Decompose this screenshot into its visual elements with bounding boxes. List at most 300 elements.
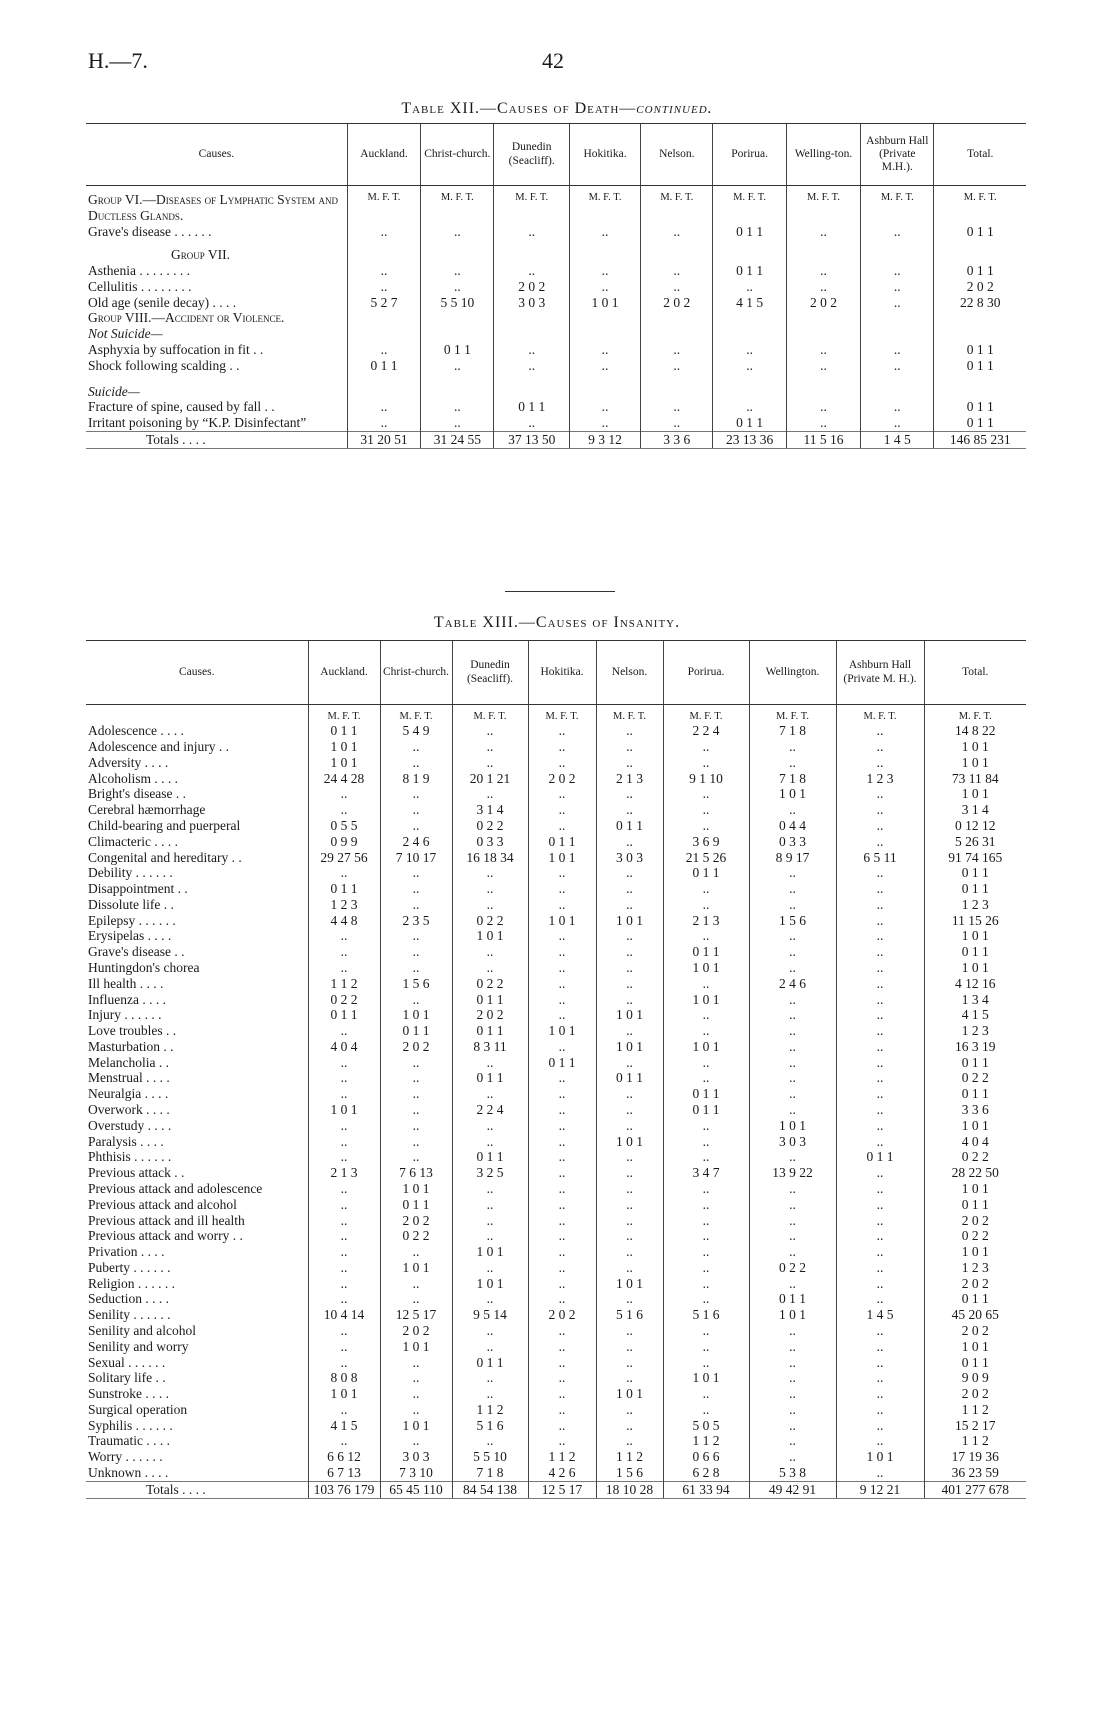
value-cell: .. <box>596 1418 663 1434</box>
table-row <box>86 1244 1026 1260</box>
value-cell: 1 3 4 <box>924 992 1026 1008</box>
mft-label: M. F. T. <box>421 186 494 224</box>
value-cell: 1 0 1 <box>528 850 596 866</box>
value-cell: 6 6 12 <box>308 1449 380 1465</box>
value-cell: 2 0 2 <box>494 279 569 295</box>
value-cell: 15 2 17 <box>924 1418 1026 1434</box>
value-cell: .. <box>749 1055 836 1071</box>
value-cell: .. <box>596 1055 663 1071</box>
value-cell: .. <box>663 1023 749 1039</box>
cause-label: Grave's disease . . <box>88 944 185 960</box>
value-cell: 36 23 59 <box>924 1465 1026 1481</box>
value-cell: .. <box>663 1118 749 1134</box>
value-cell: 0 6 6 <box>663 1449 749 1465</box>
value-cell: 2 0 2 <box>380 1213 452 1229</box>
value-cell: 2 1 3 <box>308 1165 380 1181</box>
value-cell: .. <box>749 1386 836 1402</box>
value-cell: 1 0 1 <box>663 1370 749 1386</box>
mft-label: M. F. T. <box>861 186 934 224</box>
value-cell: .. <box>749 1086 836 1102</box>
value-cell: 0 2 2 <box>924 1228 1026 1244</box>
value-cell: .. <box>308 1291 380 1307</box>
value-cell: 0 5 5 <box>308 818 380 834</box>
value-cell: 0 2 2 <box>452 913 528 929</box>
value-cell: 0 1 1 <box>934 224 1026 240</box>
value-cell: 0 1 1 <box>308 1007 380 1023</box>
value-cell: 20 1 21 <box>452 771 528 787</box>
cause-label: Bright's disease . . <box>88 786 187 802</box>
table-row <box>86 1355 1026 1371</box>
header-cell: Nelson. <box>641 124 713 186</box>
value-cell: 7 3 10 <box>380 1465 452 1481</box>
value-cell: .. <box>663 755 749 771</box>
value-cell: .. <box>528 723 596 739</box>
value-cell: .. <box>380 1291 452 1307</box>
value-cell: .. <box>569 224 640 240</box>
value-cell: .. <box>528 960 596 976</box>
value-cell: .. <box>380 1086 452 1102</box>
value-cell: 7 10 17 <box>380 850 452 866</box>
value-cell: 16 3 19 <box>924 1039 1026 1055</box>
value-cell: .. <box>596 1291 663 1307</box>
cause-label: Influenza . . . . <box>88 991 166 1007</box>
value-cell: 2 0 2 <box>934 279 1026 295</box>
value-cell: .. <box>528 1149 596 1165</box>
page-ref: H.—7. <box>88 48 148 73</box>
value-cell: 2 1 3 <box>596 771 663 787</box>
value-cell: 0 1 1 <box>494 399 569 415</box>
cause-label: Alcoholism . . . . <box>88 770 178 786</box>
header-cell: Ashburn Hall (Private M. H.). <box>836 641 924 705</box>
value-cell: .. <box>596 802 663 818</box>
value-cell: 0 2 2 <box>308 992 380 1008</box>
header-cell: Auckland. <box>347 124 420 186</box>
header-cell: Causes. <box>86 641 308 705</box>
value-cell: 5 1 6 <box>452 1418 528 1434</box>
table-row <box>86 279 1026 295</box>
table-row <box>86 399 1026 415</box>
value-cell: 1 5 6 <box>596 1465 663 1481</box>
not-suicide-row <box>86 326 1026 342</box>
value-cell: 0 1 1 <box>663 944 749 960</box>
table-row <box>86 1433 1026 1449</box>
value-cell: 1 5 6 <box>380 976 452 992</box>
value-cell: .. <box>308 1055 380 1071</box>
value-cell: .. <box>452 1339 528 1355</box>
value-cell: .. <box>308 1086 380 1102</box>
value-cell: 0 1 1 <box>934 342 1026 358</box>
value-cell: .. <box>836 1418 924 1434</box>
value-cell: 14 8 22 <box>924 723 1026 739</box>
value-cell: .. <box>713 399 786 415</box>
table-row <box>86 976 1026 992</box>
value-cell: 3 0 3 <box>380 1449 452 1465</box>
value-cell: 9 5 14 <box>452 1307 528 1323</box>
value-cell: .. <box>836 1165 924 1181</box>
value-cell: 0 2 2 <box>924 1070 1026 1086</box>
header-cell: Hokitika. <box>569 124 640 186</box>
table12 <box>86 123 1026 449</box>
value-cell: .. <box>836 755 924 771</box>
table-row <box>86 928 1026 944</box>
value-cell: 1 0 1 <box>596 1039 663 1055</box>
value-cell: .. <box>494 415 569 431</box>
value-cell: 1 1 2 <box>663 1433 749 1449</box>
value-cell: .. <box>749 1023 836 1039</box>
value-cell: .. <box>663 1070 749 1086</box>
table-row <box>86 342 1026 358</box>
value-cell: .. <box>421 358 494 374</box>
value-cell: .. <box>452 1118 528 1134</box>
value-cell: .. <box>528 1386 596 1402</box>
value-cell: 3 1 4 <box>452 802 528 818</box>
cause-label: Sexual . . . . . . <box>88 1354 166 1370</box>
value-cell: 0 2 2 <box>452 976 528 992</box>
value-cell: .. <box>308 1181 380 1197</box>
value-cell: 1 0 1 <box>528 1023 596 1039</box>
value-cell: 8 9 17 <box>749 850 836 866</box>
value-cell: .. <box>836 1291 924 1307</box>
value-cell: .. <box>836 928 924 944</box>
cause-label: Sunstroke . . . . <box>88 1386 169 1402</box>
value-cell: .. <box>308 1244 380 1260</box>
value-cell: .. <box>786 263 860 279</box>
value-cell: .. <box>596 944 663 960</box>
cause-label: Totals . . . . <box>86 431 347 448</box>
value-cell: .. <box>528 1323 596 1339</box>
value-cell: .. <box>569 342 640 358</box>
value-cell: .. <box>452 1228 528 1244</box>
value-cell: 1 0 1 <box>308 755 380 771</box>
value-cell: .. <box>528 1165 596 1181</box>
value-cell: .. <box>861 295 934 311</box>
value-cell: .. <box>663 1007 749 1023</box>
value-cell: 1 0 1 <box>924 1118 1026 1134</box>
value-cell: 1 0 1 <box>569 295 640 311</box>
mft-label: M. F. T. <box>347 186 420 224</box>
value-cell: 1 0 1 <box>924 1339 1026 1355</box>
value-cell: 2 0 2 <box>924 1276 1026 1292</box>
value-cell: 49 42 91 <box>749 1481 836 1498</box>
value-cell: .. <box>836 897 924 913</box>
value-cell: 11 15 26 <box>924 913 1026 929</box>
value-cell: .. <box>347 279 420 295</box>
table-row <box>86 944 1026 960</box>
group-vii-title: Group VII. <box>171 247 231 263</box>
value-cell: 1 0 1 <box>452 1276 528 1292</box>
cause-label: Congenital and hereditary . . <box>88 849 242 865</box>
value-cell: .. <box>836 786 924 802</box>
cause-label: Previous attack and adolescence <box>88 1180 263 1196</box>
value-cell: 7 1 8 <box>452 1465 528 1481</box>
value-cell: 1 0 1 <box>924 1244 1026 1260</box>
value-cell: 4 0 4 <box>308 1039 380 1055</box>
value-cell: .. <box>836 1039 924 1055</box>
value-cell: .. <box>749 881 836 897</box>
value-cell: 2 3 5 <box>380 913 452 929</box>
value-cell: .. <box>749 1039 836 1055</box>
value-cell: 3 3 6 <box>641 431 713 448</box>
value-cell: 0 1 1 <box>924 1197 1026 1213</box>
value-cell: .. <box>836 1197 924 1213</box>
value-cell: .. <box>836 1386 924 1402</box>
table-row <box>86 1276 1026 1292</box>
value-cell: .. <box>569 415 640 431</box>
header-cell: Total. <box>924 641 1026 705</box>
group-vi-title: Group VI.—Diseases of Lymphatic System and Ductless Glands. <box>88 192 339 223</box>
value-cell: 6 5 11 <box>836 850 924 866</box>
table-row <box>86 1449 1026 1465</box>
value-cell: 0 1 1 <box>528 834 596 850</box>
value-cell: 1 0 1 <box>596 913 663 929</box>
value-cell: .. <box>596 1213 663 1229</box>
cause-label: Privation . . . . <box>88 1244 165 1260</box>
value-cell: .. <box>528 739 596 755</box>
value-cell: .. <box>836 1055 924 1071</box>
value-cell: 0 1 1 <box>452 1149 528 1165</box>
value-cell: .. <box>836 944 924 960</box>
value-cell: .. <box>641 263 713 279</box>
group-viii-row <box>86 310 1026 326</box>
cause-label: Asphyxia by suffocation in fit . . <box>88 342 264 358</box>
value-cell: 7 1 8 <box>749 723 836 739</box>
value-cell: .. <box>663 1276 749 1292</box>
value-cell: .. <box>452 723 528 739</box>
mft-label: M. F. T. <box>663 705 749 724</box>
cause-label: Overwork . . . . <box>88 1102 170 1118</box>
mft-label: M. F. T. <box>836 705 924 724</box>
table-row <box>86 913 1026 929</box>
header-cell: Total. <box>934 124 1026 186</box>
value-cell: 8 0 8 <box>308 1370 380 1386</box>
value-cell: .. <box>452 755 528 771</box>
value-cell: 3 0 3 <box>749 1134 836 1150</box>
header-cell: Ashburn Hall (Private M.H.). <box>861 124 934 186</box>
header-cell: Auckland. <box>308 641 380 705</box>
cause-label: Seduction . . . . <box>88 1291 169 1307</box>
value-cell: .. <box>528 1228 596 1244</box>
value-cell: 0 2 2 <box>924 1149 1026 1165</box>
value-cell: .. <box>749 1449 836 1465</box>
table-row <box>86 1134 1026 1150</box>
value-cell: .. <box>347 399 420 415</box>
value-cell: 1 0 1 <box>380 1418 452 1434</box>
value-cell: .. <box>663 1134 749 1150</box>
value-cell: .. <box>861 399 934 415</box>
value-cell: 0 1 1 <box>934 399 1026 415</box>
value-cell: .. <box>452 1260 528 1276</box>
table-row <box>86 1307 1026 1323</box>
value-cell: .. <box>380 897 452 913</box>
value-cell: 2 0 2 <box>528 771 596 787</box>
header-cell: Christ-church. <box>380 641 452 705</box>
cause-label: Cerebral hæmorrhage <box>88 802 206 818</box>
value-cell: .. <box>308 1149 380 1165</box>
value-cell: 4 1 5 <box>308 1418 380 1434</box>
value-cell: .. <box>452 1181 528 1197</box>
value-cell: 1 0 1 <box>749 786 836 802</box>
value-cell: 1 0 1 <box>663 960 749 976</box>
value-cell: .. <box>308 1402 380 1418</box>
value-cell: .. <box>596 960 663 976</box>
value-cell: .. <box>452 865 528 881</box>
value-cell: .. <box>596 1197 663 1213</box>
value-cell: .. <box>347 263 420 279</box>
value-cell: .. <box>421 279 494 295</box>
cause-label: Senility . . . . . . <box>88 1307 171 1323</box>
header-cell: Christ-church. <box>421 124 494 186</box>
value-cell: .. <box>663 897 749 913</box>
value-cell: .. <box>421 415 494 431</box>
value-cell: .. <box>347 342 420 358</box>
value-cell: .. <box>380 802 452 818</box>
value-cell: .. <box>308 1134 380 1150</box>
value-cell: 0 1 1 <box>308 723 380 739</box>
value-cell: 2 0 2 <box>924 1386 1026 1402</box>
value-cell: .. <box>836 834 924 850</box>
value-cell: .. <box>380 1149 452 1165</box>
value-cell: .. <box>380 1276 452 1292</box>
value-cell: 7 1 8 <box>749 771 836 787</box>
value-cell: 1 0 1 <box>452 928 528 944</box>
cause-label: Menstrual . . . . <box>88 1070 170 1086</box>
value-cell: 3 0 3 <box>494 295 569 311</box>
value-cell: .. <box>749 960 836 976</box>
value-cell: .. <box>749 928 836 944</box>
value-cell: .. <box>528 1070 596 1086</box>
value-cell: 4 1 5 <box>924 1007 1026 1023</box>
value-cell: .. <box>528 881 596 897</box>
value-cell: 1 0 1 <box>452 1244 528 1260</box>
table-row <box>86 1418 1026 1434</box>
value-cell: 9 0 9 <box>924 1370 1026 1386</box>
table-row <box>86 897 1026 913</box>
value-cell: 0 2 2 <box>749 1260 836 1276</box>
value-cell: .. <box>528 1244 596 1260</box>
group-vi-row <box>86 186 1026 224</box>
value-cell: .. <box>836 865 924 881</box>
value-cell: .. <box>596 881 663 897</box>
value-cell: .. <box>749 1213 836 1229</box>
totals-row <box>86 431 1026 448</box>
value-cell: .. <box>749 865 836 881</box>
table-row <box>86 786 1026 802</box>
cause-label: Disappointment . . <box>88 881 188 897</box>
value-cell: 1 4 5 <box>836 1307 924 1323</box>
cause-label: Previous attack and ill health <box>88 1212 245 1228</box>
value-cell: .. <box>347 415 420 431</box>
value-cell: .. <box>786 358 860 374</box>
value-cell: .. <box>308 1197 380 1213</box>
value-cell: .. <box>596 1102 663 1118</box>
value-cell: 1 0 1 <box>749 1118 836 1134</box>
value-cell: 0 2 2 <box>380 1228 452 1244</box>
value-cell: .. <box>528 1260 596 1276</box>
table-row <box>86 358 1026 374</box>
cause-label: Surgical operation <box>88 1401 188 1417</box>
value-cell: .. <box>836 1086 924 1102</box>
value-cell: .. <box>308 1023 380 1039</box>
value-cell: 24 4 28 <box>308 771 380 787</box>
value-cell: .. <box>596 1339 663 1355</box>
value-cell: 4 1 5 <box>713 295 786 311</box>
value-cell: .. <box>836 739 924 755</box>
value-cell: 0 3 3 <box>749 834 836 850</box>
value-cell: 1 1 2 <box>452 1402 528 1418</box>
table-row <box>86 1402 1026 1418</box>
value-cell: 2 0 2 <box>528 1307 596 1323</box>
value-cell: .. <box>528 1007 596 1023</box>
value-cell: .. <box>528 1134 596 1150</box>
header-cell: Dunedin (Seacliff). <box>452 641 528 705</box>
value-cell: .. <box>861 279 934 295</box>
value-cell: .. <box>836 960 924 976</box>
value-cell: .. <box>749 1418 836 1434</box>
value-cell: 0 1 1 <box>528 1055 596 1071</box>
value-cell: .. <box>836 1213 924 1229</box>
value-cell: 0 1 1 <box>663 1102 749 1118</box>
cause-label: Syphilis . . . . . . <box>88 1417 173 1433</box>
value-cell: 9 12 21 <box>836 1481 924 1498</box>
value-cell: 2 0 2 <box>924 1323 1026 1339</box>
value-cell: .. <box>308 1339 380 1355</box>
value-cell: .. <box>663 1323 749 1339</box>
value-cell: 1 0 1 <box>924 755 1026 771</box>
mft-label: M. F. T. <box>452 705 528 724</box>
table-row <box>86 1465 1026 1481</box>
value-cell: 37 13 50 <box>494 431 569 448</box>
value-cell: .. <box>380 1386 452 1402</box>
value-cell: .. <box>528 944 596 960</box>
value-cell: .. <box>528 1181 596 1197</box>
value-cell: .. <box>528 1039 596 1055</box>
value-cell: .. <box>596 1118 663 1134</box>
value-cell: 5 26 31 <box>924 834 1026 850</box>
value-cell: 0 1 1 <box>924 865 1026 881</box>
value-cell: .. <box>452 1086 528 1102</box>
table-row <box>86 1007 1026 1023</box>
cause-label: Love troubles . . <box>88 1023 177 1039</box>
page-number: 42 <box>542 48 564 73</box>
value-cell: 9 3 12 <box>569 431 640 448</box>
value-cell: 3 3 6 <box>924 1102 1026 1118</box>
value-cell: 1 0 1 <box>308 1102 380 1118</box>
table-row <box>86 1197 1026 1213</box>
value-cell: .. <box>596 1355 663 1371</box>
value-cell: 1 1 2 <box>528 1449 596 1465</box>
value-cell: .. <box>452 1213 528 1229</box>
value-cell: 1 0 1 <box>380 1260 452 1276</box>
value-cell: .. <box>663 1197 749 1213</box>
value-cell: .. <box>596 1165 663 1181</box>
table-row <box>86 739 1026 755</box>
cause-label: Unknown . . . . <box>88 1465 169 1480</box>
header-cell: Porirua. <box>663 641 749 705</box>
mft-label: M. F. T. <box>380 705 452 724</box>
cause-label: Neuralgia . . . . <box>88 1086 169 1102</box>
value-cell: .. <box>836 1339 924 1355</box>
value-cell: .. <box>569 358 640 374</box>
value-cell: .. <box>596 834 663 850</box>
cause-label: Cellulitis . . . . . . . . <box>88 278 192 294</box>
cause-label: Senility and alcohol <box>88 1322 196 1338</box>
mft-label: M. F. T. <box>641 186 713 224</box>
value-cell: 1 0 1 <box>308 739 380 755</box>
value-cell: .. <box>663 928 749 944</box>
value-cell: 0 1 1 <box>934 263 1026 279</box>
table-row <box>86 1039 1026 1055</box>
value-cell: .. <box>749 755 836 771</box>
